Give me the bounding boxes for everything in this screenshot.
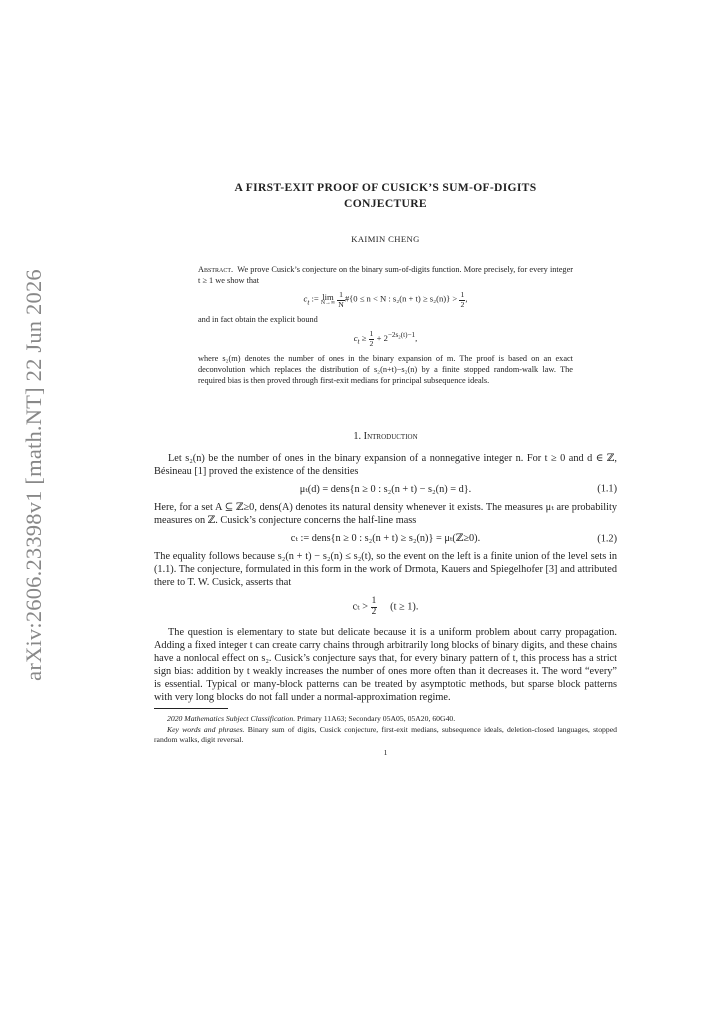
abstract-equation-1: $c_t$ := lim N→∞ $\frac{1}{N}$ #{0 ≤ n < N : s₂(n + t) ≥ s₂(n)} > $\frac{1}{2}$ , <box>303 290 468 309</box>
fraction-one-half-conjecture: $\frac{1}{2}$ <box>371 596 377 618</box>
footnote-keywords: Key words and phrases. Binary sum of digits, Cusick conjecture, first-exit medians, subsequence ideals, deletion-closed languages, stopped random walks, digit reversal. <box>154 724 617 744</box>
title-line-2: CONJECTURE <box>344 197 427 210</box>
equation-number-1-1: (1.1) <box>597 483 617 495</box>
limit-operator: lim N→∞ <box>320 291 336 307</box>
equation-1-1: μₜ(d) = dens{n ≥ 0 : s₂(n + t) − s₂(n) = d}. (1.1) <box>299 483 617 495</box>
paragraph-4: The question is elementary to state but delicate because it is a uniform problem about carry propagation. Adding a fixed integer t can create carry chains through arbitrarily long blocks of binary digits, and these chains have a nonlocal effect on s₂. Cusick’s conjecture says that, for every binary pattern of t, this process has a strict sign bias: addition by t weakly increases the number of ones more often than it decreases it. The word “every” is essential. Typical or many-block patterns can be treated by asymptotic methods, but sparse block patterns with very long blocks do not fall under a normal-approximation regime. <box>154 626 617 704</box>
paper-title <box>154 180 617 212</box>
fraction-one-half: $\frac{1}{2}$ <box>460 290 465 309</box>
arxiv-stamp <box>14 269 54 681</box>
paragraph-3: The equality follows because s₂(n + t) − s₂(n) ≤ s₂(t), so the event on the left is a finite union of the level sets in (1.1). The conjecture, formulated in this form in the work of Drmota, Kauers and Spiegelhofer [3] and attributed there to T. W. Cusick, asserts that <box>154 551 617 589</box>
abstract-equation-2: $c_t$ ≥ $\frac{1}{2}$ + $2^{-2s_2(t)-1}$, <box>353 329 418 348</box>
abstract-label: Abstract. <box>198 265 234 274</box>
paragraph-1: Let s₂(n) be the number of ones in the binary expansion of a nonnegative integer n. For t ≥ 0 and d ∈ ℤ, Bésineau [1] proved the existence of the densities <box>154 452 617 477</box>
page-number: 1 <box>383 747 388 757</box>
footnote-divider <box>154 708 228 709</box>
section-heading: 1. Introduction <box>353 430 418 442</box>
fraction-1-over-n: $\frac{1}{N}$ <box>338 290 344 309</box>
equation-number-1-2: (1.2) <box>597 532 617 544</box>
abstract-text-2: and in fact obtain the explicit bound <box>198 314 318 324</box>
footnote-msc: 2020 Mathematics Subject Classification. Primary 11A63; Secondary 05A05, 05A20, 60G40. <box>167 714 456 724</box>
title-line-1: A FIRST-EXIT PROOF OF CUSICK’S SUM-OF-DIGITS <box>234 181 537 194</box>
abstract <box>198 264 573 387</box>
conjecture-equation: cₜ > $\frac{1}{2}$ (t ≥ 1). <box>352 596 419 618</box>
footnotes <box>154 714 617 745</box>
fraction-one-half-bound: $\frac{1}{2}$ <box>369 329 374 348</box>
introduction-body <box>154 452 617 705</box>
equation-1-2: cₜ := dens{n ≥ 0 : s₂(n + t) ≥ s₂(n)} = μₜ(ℤ≥0). (1.2) <box>290 532 617 544</box>
author-name: KAIMIN CHENG <box>351 234 420 244</box>
abstract-text-1: We prove Cusick’s conjecture on the binary sum-of-digits function. More precisely, for every integer t ≥ 1 we show that <box>198 265 574 286</box>
paper-page <box>154 180 617 757</box>
abstract-text-3: where s₂(m) denotes the number of ones in the binary expansion of m. The proof is based on an exact deconvolution which replaces the distribution of s₂(n+t)−s₂(n) by a finite stopped random-walk law. The required bias is then proved through first-exit medians for principal subsequence ideals. <box>198 353 573 386</box>
arxiv-stamp-text: arXiv:2606.23398v1 [math.NT] 22 Jun 2026 <box>21 269 46 681</box>
paragraph-2: Here, for a set A ⊆ ℤ≥0, dens(A) denotes its natural density whenever it exists. The measures μₜ are probability measures on ℤ. Cusick’s conjecture concerns the half-line mass <box>154 501 617 526</box>
